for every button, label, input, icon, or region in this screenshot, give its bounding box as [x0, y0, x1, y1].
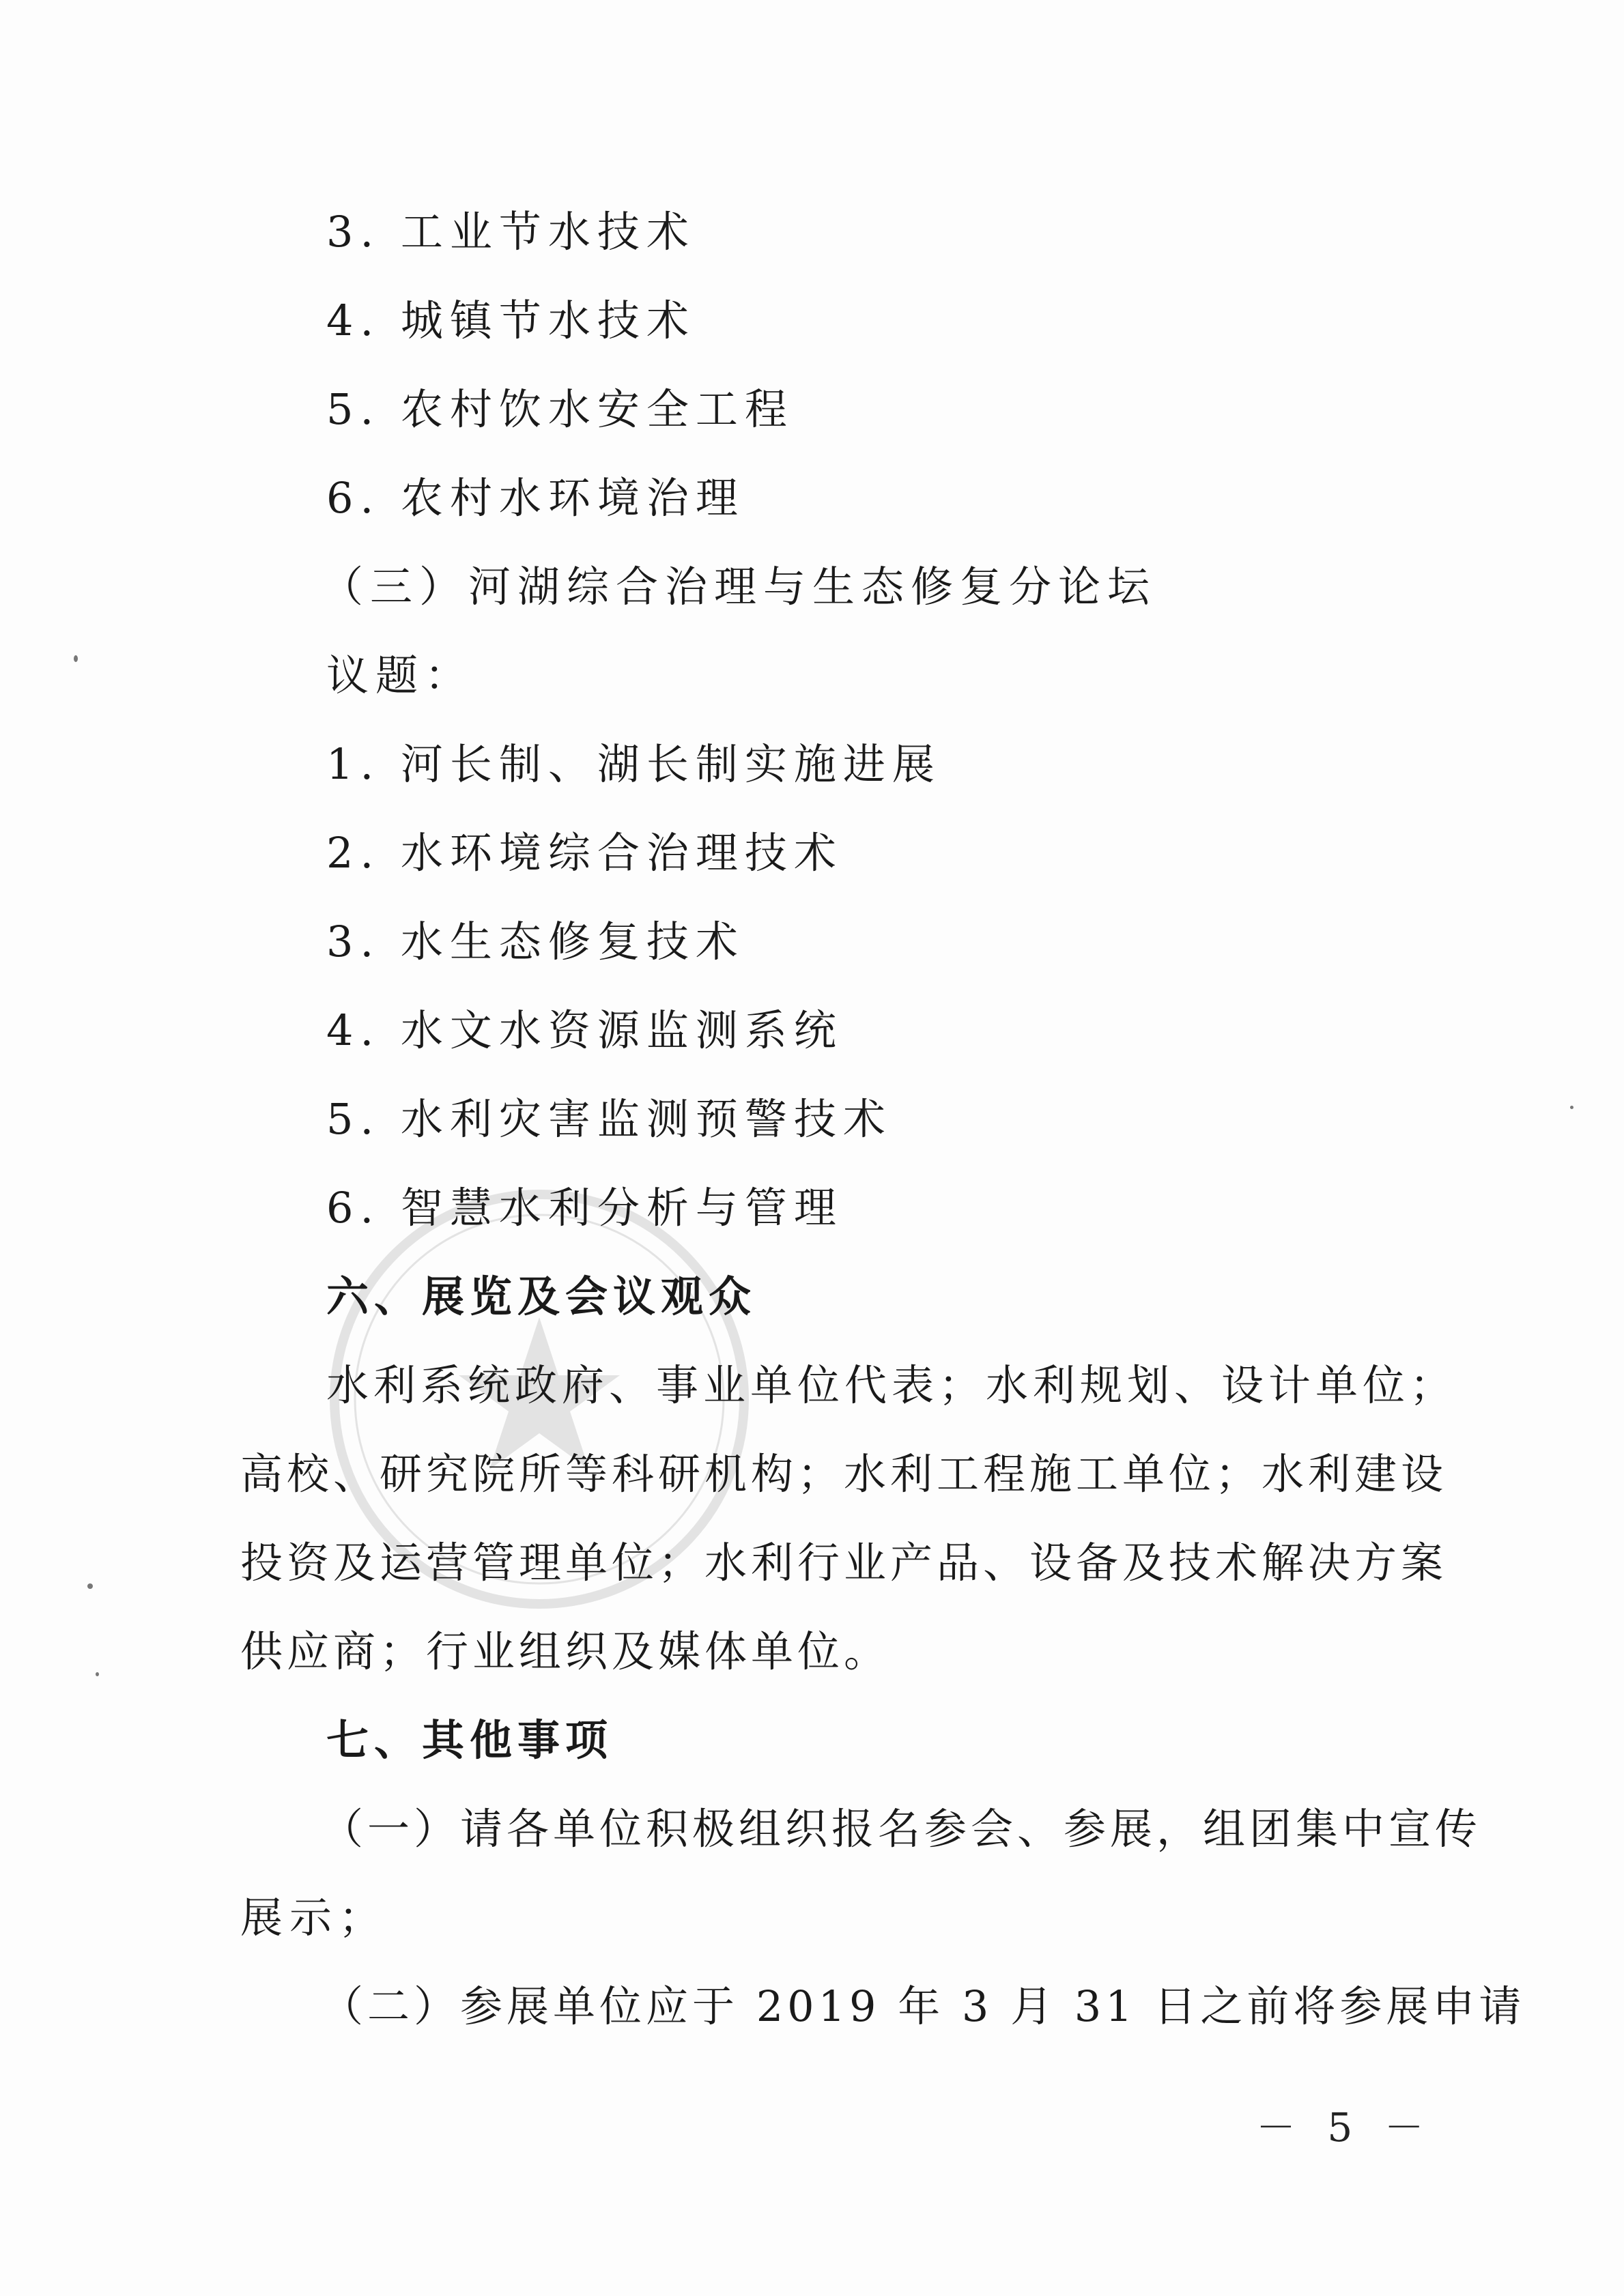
paragraph-other-item-2-line-1: （二）参展单位应于 2019 年 3 月 31 日之前将参展申请 [321, 1981, 1526, 2031]
paragraph-audience-line-1: 水利系统政府、事业单位代表；水利规划、设计单位； [326, 1360, 1457, 1410]
topics-label: 议题： [326, 650, 474, 700]
list-item-water-ecology-restoration: 3. 水生态修复技术 [326, 917, 745, 966]
paragraph-other-item-1-line-2: 展示； [240, 1893, 388, 1942]
section-heading-seven: 七、其他事项 [326, 1715, 614, 1765]
section-heading-forum-three: （三）河湖综合治理与生态修复分论坛 [321, 562, 1157, 612]
list-item-rural-drinking-water: 5. 农村饮水安全工程 [326, 384, 794, 434]
paragraph-other-item-1-line-1: （一）请各单位积极组织报名参会、参展，组团集中宣传 [321, 1804, 1482, 1854]
scan-speck [87, 1583, 93, 1589]
scan-speck [1570, 1106, 1573, 1109]
list-item-urban-water-saving: 4. 城镇节水技术 [326, 296, 696, 345]
paragraph-audience-line-3: 投资及运营管理单位；水利行业产品、设备及技术解决方案 [240, 1538, 1448, 1588]
paragraph-audience-line-4: 供应商；行业组织及媒体单位。 [240, 1626, 891, 1676]
scan-speck [96, 1672, 99, 1676]
paragraph-audience-line-2: 高校、研究院所等科研机构；水利工程施工单位；水利建设 [240, 1449, 1448, 1499]
list-item-water-environment-governance: 2. 水环境综合治理技术 [326, 828, 843, 878]
list-item-disaster-warning: 5. 水利灾害监测预警技术 [326, 1094, 892, 1144]
page-number: － 5 － [1256, 2104, 1434, 2151]
section-heading-six: 六、展览及会议观众 [326, 1272, 757, 1321]
list-item-hydrology-monitoring: 4. 水文水资源监测系统 [326, 1005, 843, 1055]
scan-speck [74, 655, 78, 662]
list-item-river-lake-chief: 1. 河长制、湖长制实施进展 [326, 739, 941, 789]
list-item-industrial-water-saving: 3. 工业节水技术 [326, 207, 696, 257]
list-item-smart-water: 6. 智慧水利分析与管理 [326, 1183, 843, 1233]
list-item-rural-water-environment: 6. 农村水环境治理 [326, 473, 745, 523]
